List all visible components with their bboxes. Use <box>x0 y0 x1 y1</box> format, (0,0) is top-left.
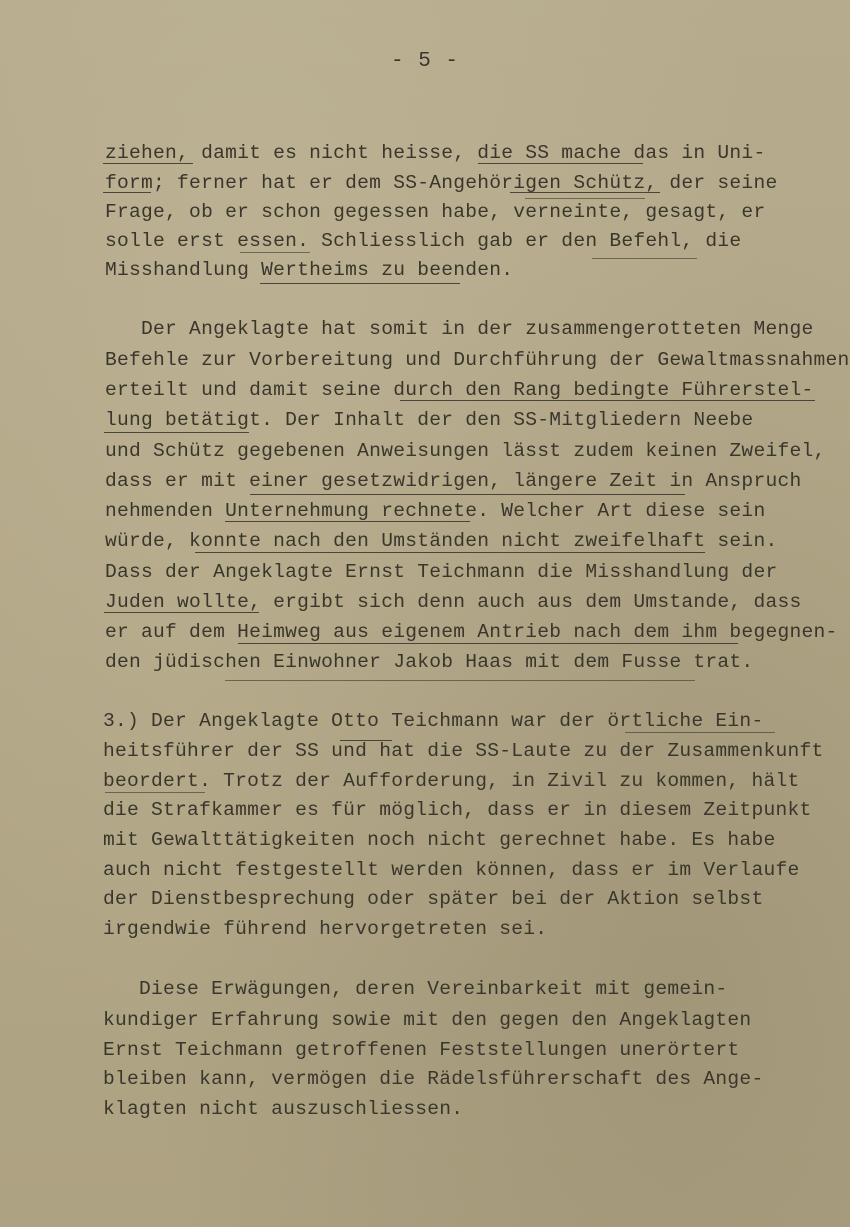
text-line: Ernst Teichmann getroffenen Feststellungen unerörtert <box>103 1039 740 1061</box>
text-line: dass er mit einer gesetzwidrigen, längere Zeit in Anspruch <box>105 470 802 492</box>
text-line: Befehle zur Vorbereitung und Durchführung der Gewaltmassnahmen <box>105 349 850 371</box>
text-line: Misshandlung Wertheims zu beenden. <box>105 259 514 281</box>
text-line: Der Angeklagte hat somit in der zusammengerotteten Menge <box>105 318 814 340</box>
pen-underline <box>260 283 460 284</box>
pen-underline <box>225 521 470 522</box>
pen-underline <box>340 740 392 741</box>
pen-underline <box>225 680 695 681</box>
pen-underline <box>104 612 259 613</box>
pen-underline <box>195 552 705 553</box>
text-line: Dass der Angeklagte Ernst Teichmann die Misshandlung der <box>105 561 778 583</box>
pen-underline <box>104 432 249 433</box>
text-line: ziehen, damit es nicht heisse, die SS mache das in Uni- <box>105 142 766 164</box>
text-line: der Dienstbesprechung oder später bei der Aktion selbst <box>103 888 764 910</box>
text-line: den jüdischen Einwohner Jakob Haas mit dem Fusse trat. <box>105 651 754 673</box>
pen-underline <box>400 400 815 401</box>
text-line: heitsführer der SS und hat die SS-Laute zu der Zusammenkunft <box>103 740 824 762</box>
text-line: mit Gewalttätigkeiten noch nicht gerechnet habe. Es habe <box>103 829 776 851</box>
text-line: irgendwie führend hervorgetreten sei. <box>103 918 548 940</box>
text-line: Juden wollte, ergibt sich denn auch aus dem Umstande, dass <box>105 591 802 613</box>
text-line: bleiben kann, vermögen die Rädelsführerschaft des Ange- <box>103 1068 764 1090</box>
text-line: auch nicht festgestellt werden können, dass er im Verlaufe <box>103 859 800 881</box>
pen-underline <box>103 163 193 164</box>
text-line: form; ferner hat er dem SS-Angehörigen Schütz, der seine <box>105 172 778 194</box>
pen-underline <box>103 192 151 193</box>
pen-underline <box>240 252 310 253</box>
pen-underline <box>478 163 643 164</box>
text-line: kundiger Erfahrung sowie mit den gegen den Angeklagten <box>103 1009 752 1031</box>
text-line: beordert. Trotz der Aufforderung, in Zivil zu kommen, hält <box>103 770 800 792</box>
pen-underline <box>592 258 697 259</box>
text-line: er auf dem Heimweg aus eigenem Antrieb nach dem ihm begegnen- <box>105 621 838 643</box>
text-line: die Strafkammer es für möglich, dass er in diesem Zeitpunkt <box>103 799 812 821</box>
text-line: und Schütz gegebenen Anweisungen lässt zudem keinen Zweifel, <box>105 440 826 462</box>
pen-underline <box>238 643 738 644</box>
pen-underline <box>625 732 775 733</box>
text-line: klagten nicht auszuschliessen. <box>103 1098 464 1120</box>
text-line: Frage, ob er schon gegessen habe, verneinte, gesagt, er <box>105 201 766 223</box>
text-line: lung betätigt. Der Inhalt der den SS-Mitgliedern Neebe <box>105 409 754 431</box>
text-line: nehmenden Unternehmung rechnete. Welcher Art diese sein <box>105 500 766 522</box>
text-line: würde, konnte nach den Umständen nicht zweifelhaft sein. <box>105 530 778 552</box>
pen-underline <box>525 198 645 199</box>
text-line: erteilt und damit seine durch den Rang bedingte Führerstel- <box>105 379 814 401</box>
text-line: solle erst essen. Schliesslich gab er den Befehl, die <box>105 230 742 252</box>
page-number: - 5 - <box>390 50 459 73</box>
pen-underline <box>250 494 685 495</box>
pen-underline <box>105 792 205 793</box>
pen-underline <box>510 192 660 193</box>
text-line: 3.) Der Angeklagte Otto Teichmann war der örtliche Ein- <box>103 710 764 732</box>
text-line: Diese Erwägungen, deren Vereinbarkeit mit gemein- <box>103 978 728 1000</box>
